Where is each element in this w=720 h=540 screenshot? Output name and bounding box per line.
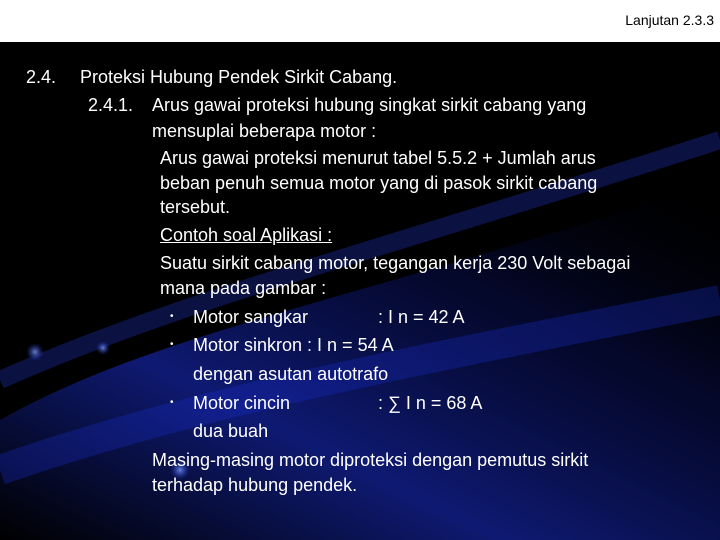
example-line-2: mana pada gambar :: [160, 278, 327, 298]
example-heading: Contoh soal Aplikasi :: [160, 225, 333, 245]
motor-3-name: Motor cincin: [193, 393, 291, 413]
motor-3-extra: dua buah: [193, 421, 269, 441]
motor-2-name: Motor sinkron : I n = 54 A: [193, 335, 394, 355]
rule-line-1: Arus gawai proteksi menurut tabel 5.5.2 + Jumlah arus: [160, 148, 596, 168]
subsection-line-2: mensuplai beberapa motor :: [152, 121, 377, 141]
closing-line-1: Masing-masing motor diproteksi dengan pemutus sirkit: [152, 450, 589, 470]
subsection-number: 2.4.1.: [88, 95, 134, 115]
motor-1-name: Motor sangkar: [193, 307, 309, 327]
rule-line-3: tersebut.: [160, 197, 231, 217]
motor-3-value: : ∑ I n = 68 A: [378, 393, 483, 413]
motor-2-extra: dengan asutan autotrafo: [193, 364, 389, 384]
bullet-icon: •: [170, 311, 174, 322]
section-number: 2.4.: [26, 67, 57, 87]
subsection-line-1: Arus gawai proteksi hubung singkat sirkit cabang yang: [152, 95, 587, 115]
motor-1-value: : I n = 42 A: [378, 307, 465, 327]
rule-line-2: beban penuh semua motor yang di pasok sirkit cabang: [160, 173, 598, 193]
header-bar: [0, 0, 720, 42]
closing-line-2: terhadap hubung pendek.: [152, 475, 358, 495]
bullet-icon: •: [170, 339, 174, 350]
header-title: Lanjutan 2.3.3: [625, 12, 714, 28]
example-line-1: Suatu sirkit cabang motor, tegangan kerja 230 Volt sebagai: [160, 253, 631, 273]
section-title: Proteksi Hubung Pendek Sirkit Cabang.: [80, 67, 398, 87]
bullet-icon: •: [170, 397, 174, 408]
